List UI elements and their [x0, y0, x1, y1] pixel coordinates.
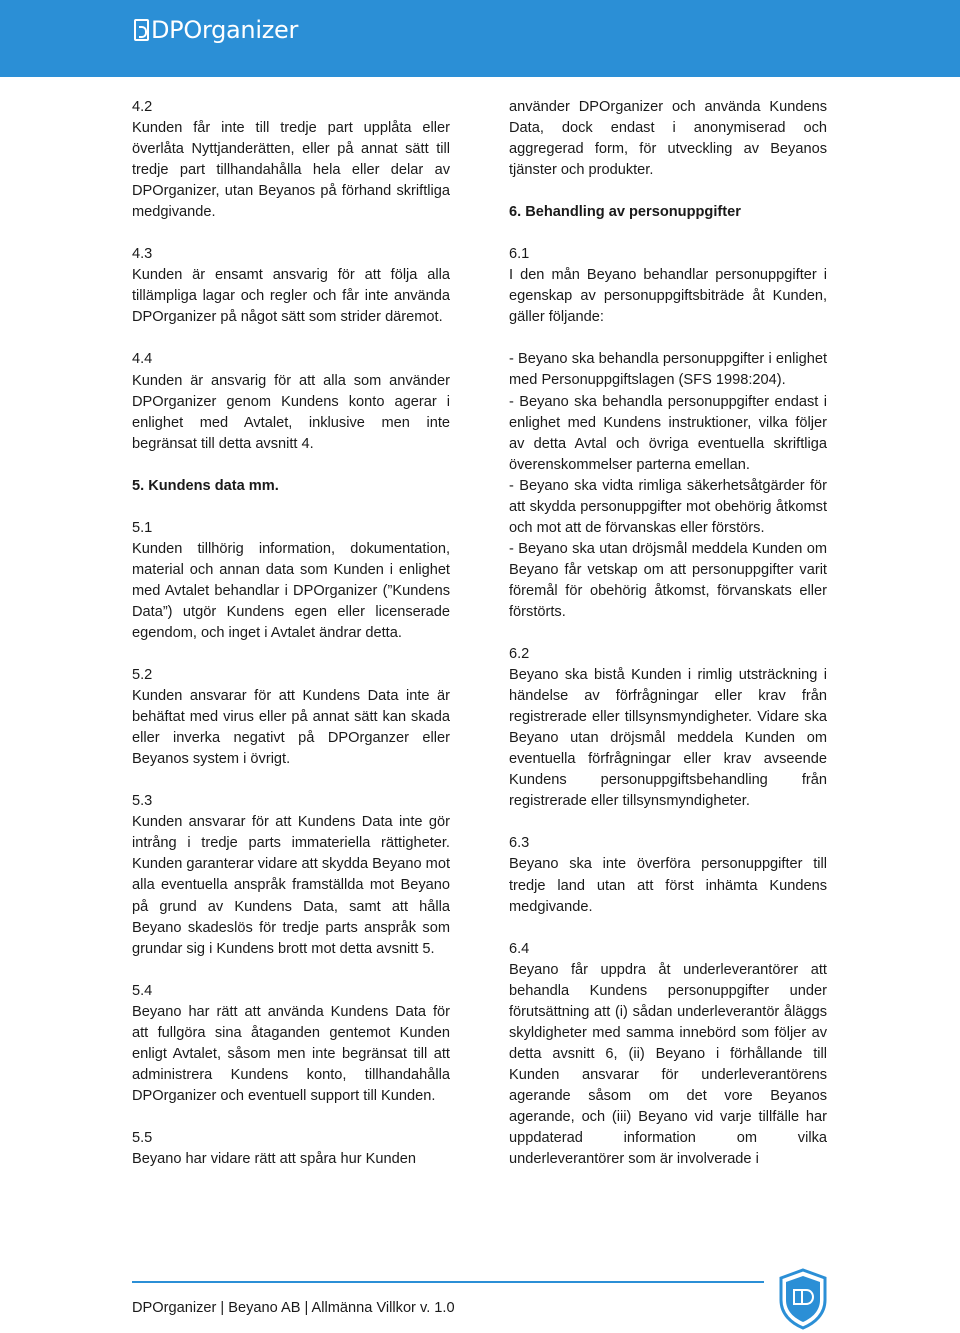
section-number: 6.3	[509, 835, 530, 852]
section-text: Beyano har vidare rätt att spåra hur Kunden	[132, 1150, 416, 1167]
section-heading-5: 5. Kundens data mm.	[132, 477, 279, 494]
section-number: 6.4	[509, 940, 530, 957]
section-number: 4.2	[132, 99, 153, 115]
section-6-3	[509, 833, 827, 917]
shield-logo-icon	[778, 1268, 828, 1330]
list-item: - Beyano ska behandla personuppgifter i enlighet med Personuppgiftslagen (SFS 1998:204).	[509, 351, 827, 389]
dp-logo-icon	[134, 19, 149, 41]
section-5-4	[132, 981, 450, 1107]
brand-logo	[134, 15, 298, 45]
left-column	[132, 97, 450, 1191]
section-number: 4.4	[132, 351, 153, 368]
section-number: 5.5	[132, 1129, 153, 1146]
section-6-2	[509, 644, 827, 812]
section-text: Kunden ansvarar för att Kundens Data inte gör intrång i tredje parts immateriella rättigheter. Kunden garanterar vidare att skydda Beyano mot alla eventuella anspråk framställda mot Beyano på grund av Kundens Data, samt att hålla Beyano skadeslös för tredje parts anspråk som grundar sig i Kundens brott mot detta avsnitt 5.	[132, 814, 451, 957]
section-number: 5.3	[132, 793, 153, 810]
section-5-1	[132, 518, 450, 644]
right-column	[509, 97, 827, 1191]
section-4-2	[132, 97, 450, 223]
section-5-2	[132, 665, 450, 770]
section-6-4	[509, 939, 827, 1171]
section-5-3	[132, 791, 450, 959]
section-6-1	[509, 244, 827, 328]
section-text: Beyano ska bistå Kunden i rimlig utsträckning i händelse av förfrågningar eller krav från registrerade eller tillsynsmyndigheter. Vidare ska Beyano utan dröjsmål meddela Kunden om eventuella förfrågningar eller krav avseende Kundens personuppgiftsbehandling från registrerade eller tillsynsmyndigheter.	[509, 667, 827, 810]
section-text: Kunden får inte till tredje part upplåta eller överlåta Nyttjanderätten, eller på annat sätt till tredje part tillhandahålla hela eller delar av DPOrganizer, utan Beyanos på förhand skriftliga medgivande.	[132, 120, 450, 221]
section-5-5-continued: använder DPOrganizer och använda Kundens Data, dock endast i anonymiserad och aggregerad form, för utveckling av Beyanos tjänster och produkter.	[509, 99, 827, 179]
brand-name: DPOrganizer	[151, 16, 299, 44]
page-header	[0, 0, 960, 77]
list-item: - Beyano ska utan dröjsmål meddela Kunden om Beyano får vetskap om att personuppgifter varit föremål för obehörig åtkomst, förvanskats eller förstörts.	[509, 540, 827, 620]
section-heading-6: 6. Behandling av personuppgifter	[509, 204, 741, 221]
section-text: I den mån Beyano behandlar personuppgifter i egenskap av personuppgiftsbiträde åt Kunden, gäller följande:	[509, 267, 827, 326]
section-5-5	[132, 1128, 450, 1170]
section-text: Kunden tillhörig information, dokumentation, material och annan data som Kunden i enlighet med Avtalet behandlar i DPOrganizer (”Kundens Data”) utgör Kundens egen eller licenserade egendom, och inget i Avtalet ändrar detta.	[132, 540, 450, 641]
section-number: 5.2	[132, 667, 153, 684]
section-text: Beyano ska inte överföra personuppgifter till tredje land utan att först inhämta Kundens medgivande.	[509, 856, 827, 915]
footer-divider	[132, 1281, 764, 1283]
list-item: - Beyano ska vidta rimliga säkerhetsåtgärder för att skydda personuppgifter mot obehörig åtkomst och mot att de förvanskas eller förstörs.	[509, 477, 827, 536]
section-text: Kunden ansvarar för att Kundens Data inte är behäftat med virus eller på annat sätt kan skada eller inverka negativt på DPOrganzer eller Beyanos system i övrigt.	[132, 688, 450, 768]
section-number: 4.3	[132, 246, 153, 263]
section-text: Beyano får uppdra åt underleverantörer att behandla Kundens personuppgifter under förutsättning att (i) sådan underleverantör åläggs skyldigheter med samma innebörd som följer av detta avsnitt 6, (ii) Beyano i förhållande till Kunden ansvarar för underleverantörens agerande såsom om det vore Beyanos agerande, och (iii) Beyano vid varje tillfälle har uppdaterad information om vilka underleverantörer som är involverade i	[509, 961, 827, 1168]
section-text: Beyano har rätt att använda Kundens Data för att fullgöra sina åtaganden gentemot Kunden enligt Avtalet, såsom men inte begränsat till att administrera Kundens konto, tillhandahålla DPOrganizer och eventuell support till Kunden.	[132, 1003, 450, 1104]
bullet-list	[509, 349, 827, 623]
section-4-3	[132, 244, 450, 328]
section-number: 5.4	[132, 982, 153, 999]
section-4-4	[132, 349, 450, 454]
section-number: 6.1	[509, 246, 530, 263]
section-text: Kunden är ensamt ansvarig för att följa alla tillämpliga lagar och regler och får inte använda DPOrganizer på något sätt som strider däremot.	[132, 267, 450, 326]
section-text: Kunden är ansvarig för att alla som använder DPOrganizer genom Kundens konto agerar i enlighet med Avtalet, inklusive men inte begränsat till detta avsnitt 4.	[132, 372, 450, 452]
section-number: 6.2	[509, 646, 530, 663]
section-number: 5.1	[132, 519, 153, 536]
list-item: - Beyano ska behandla personuppgifter endast i enlighet med Kundens instruktioner, vilka följer av detta Avtal och övriga eventuella skriftliga överenskommelser parterna emellan.	[509, 393, 827, 473]
footer-text: DPOrganizer | Beyano AB | Allmänna Villkor v. 1.0	[132, 1300, 455, 1316]
